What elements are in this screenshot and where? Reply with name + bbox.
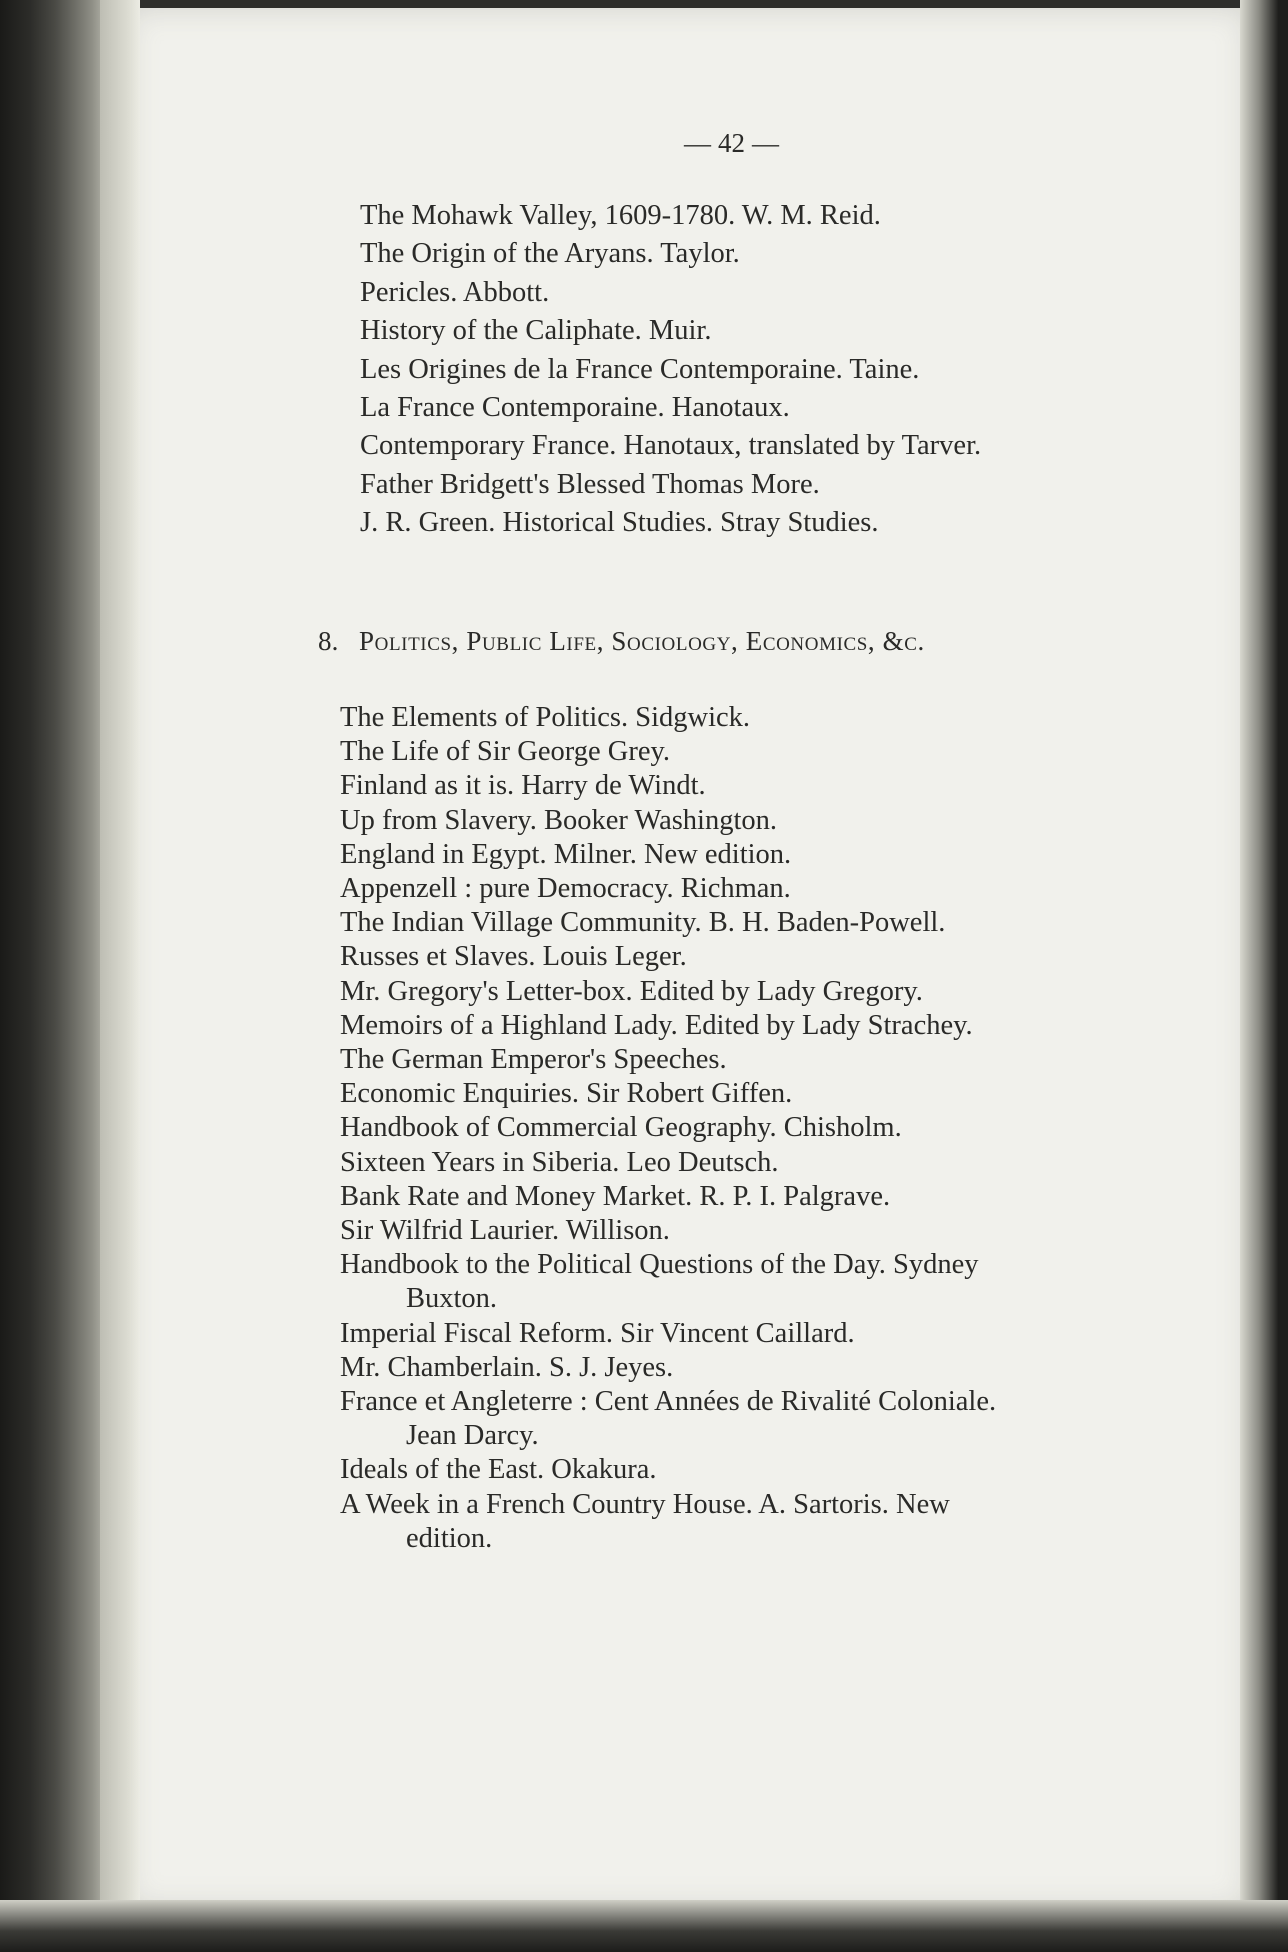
section-number: 8. xyxy=(318,626,339,656)
list-item-text: Bank Rate and Money Market. R. P. I. Palgrave. xyxy=(340,1180,891,1212)
page-gutter xyxy=(100,0,140,1952)
section-title: Politics, Public Life, Sociology, Economics, &c. xyxy=(359,626,925,656)
list-item-text: England in Egypt. Milner. New edition. xyxy=(340,838,792,870)
list-item-text: Handbook to the Political Questions of the Day. Sydney xyxy=(340,1249,979,1281)
page-bottom-edge xyxy=(0,1900,1288,1952)
list-item: J. R. Green. Historical Studies. Stray Studies. xyxy=(360,507,879,539)
list-item-text: The Life of Sir George Grey. xyxy=(340,736,671,768)
list-item-text: Ideals of the East. Okakura. xyxy=(340,1454,657,1486)
list-item xyxy=(340,1350,673,1386)
list-item xyxy=(340,1384,996,1454)
list-item-text: Russes et Slaves. Louis Leger. xyxy=(340,941,687,973)
list-item-text: The Elements of Politics. Sidgwick. xyxy=(340,702,751,733)
list-item-text: The Indian Village Community. B. H. Baden-Powell. xyxy=(340,907,946,939)
list-item xyxy=(340,1110,902,1146)
list-item-text: Sir Wilfrid Laurier. Willison. xyxy=(340,1215,670,1246)
list-item xyxy=(340,1008,973,1044)
list-item xyxy=(340,974,923,1010)
list-item-continuation: edition. xyxy=(406,1522,493,1554)
list-item-text: Economic Enquiries. Sir Robert Giffen. xyxy=(340,1078,793,1110)
list-item-text: Appenzell : pure Democracy. Richman. xyxy=(340,873,791,904)
list-item: The Mohawk Valley, 1609-1780. W. M. Reid. xyxy=(360,200,881,231)
list-item xyxy=(340,1145,779,1181)
list-item-continuation: Buxton. xyxy=(406,1283,498,1315)
list-item xyxy=(340,871,791,907)
list-item-text: Sixteen Years in Siberia. Leo Deutsch. xyxy=(340,1146,779,1178)
list-item xyxy=(340,837,791,873)
list-item xyxy=(340,1247,979,1317)
book-page xyxy=(128,8,1248,1908)
list-item xyxy=(340,905,945,941)
list-item: The Origin of the Aryans. Taylor. xyxy=(360,238,740,270)
list-item xyxy=(340,734,670,770)
list-item xyxy=(340,803,777,839)
list-item-text: Mr. Chamberlain. S. J. Jeyes. xyxy=(340,1351,674,1383)
list-item xyxy=(340,1316,855,1352)
list-item-text: Mr. Gregory's Letter-box. Edited by Lady Gregory. xyxy=(340,975,923,1007)
list-item-text: Finland as it is. Harry de Windt. xyxy=(340,770,706,802)
list-item: Les Origines de la France Contemporaine. Taine. xyxy=(360,353,920,385)
list-item: History of the Caliphate. Muir. xyxy=(360,315,712,347)
list-item-text: Memoirs of a Highland Lady. Edited by Lady Strachey. xyxy=(340,1009,973,1041)
page-right-edge xyxy=(1240,0,1288,1952)
list-item-continuation: Jean Darcy. xyxy=(406,1420,539,1452)
list-item xyxy=(340,1213,670,1249)
list-item xyxy=(340,939,687,975)
list-item: La France Contemporaine. Hanotaux. xyxy=(360,392,790,423)
list-item xyxy=(340,700,750,736)
list-item xyxy=(340,1179,890,1215)
list-item: Father Bridgett's Blessed Thomas More. xyxy=(360,468,820,500)
list-item-text: The German Emperor's Speeches. xyxy=(340,1044,727,1075)
page-number: — 42 — xyxy=(684,128,780,158)
section-heading xyxy=(318,626,925,657)
list-item-text: Up from Slavery. Booker Washington. xyxy=(340,804,778,836)
list-item: Contemporary France. Hanotaux, translated by Tarver. xyxy=(360,430,982,462)
list-item xyxy=(340,1042,727,1078)
list-item xyxy=(340,1452,657,1488)
list-item xyxy=(340,1076,792,1112)
list-item xyxy=(340,768,706,804)
list-item xyxy=(340,1487,950,1557)
list-item-text: Imperial Fiscal Reform. Sir Vincent Caillard. xyxy=(340,1317,855,1349)
list-item-text: France et Angleterre : Cent Années de Rivalité Coloniale. xyxy=(340,1386,997,1417)
list-item: Pericles. Abbott. xyxy=(360,276,550,308)
list-item-text: Handbook of Commercial Geography. Chisholm. xyxy=(340,1112,902,1144)
list-item-text: A Week in a French Country House. A. Sartoris. New xyxy=(340,1488,950,1520)
